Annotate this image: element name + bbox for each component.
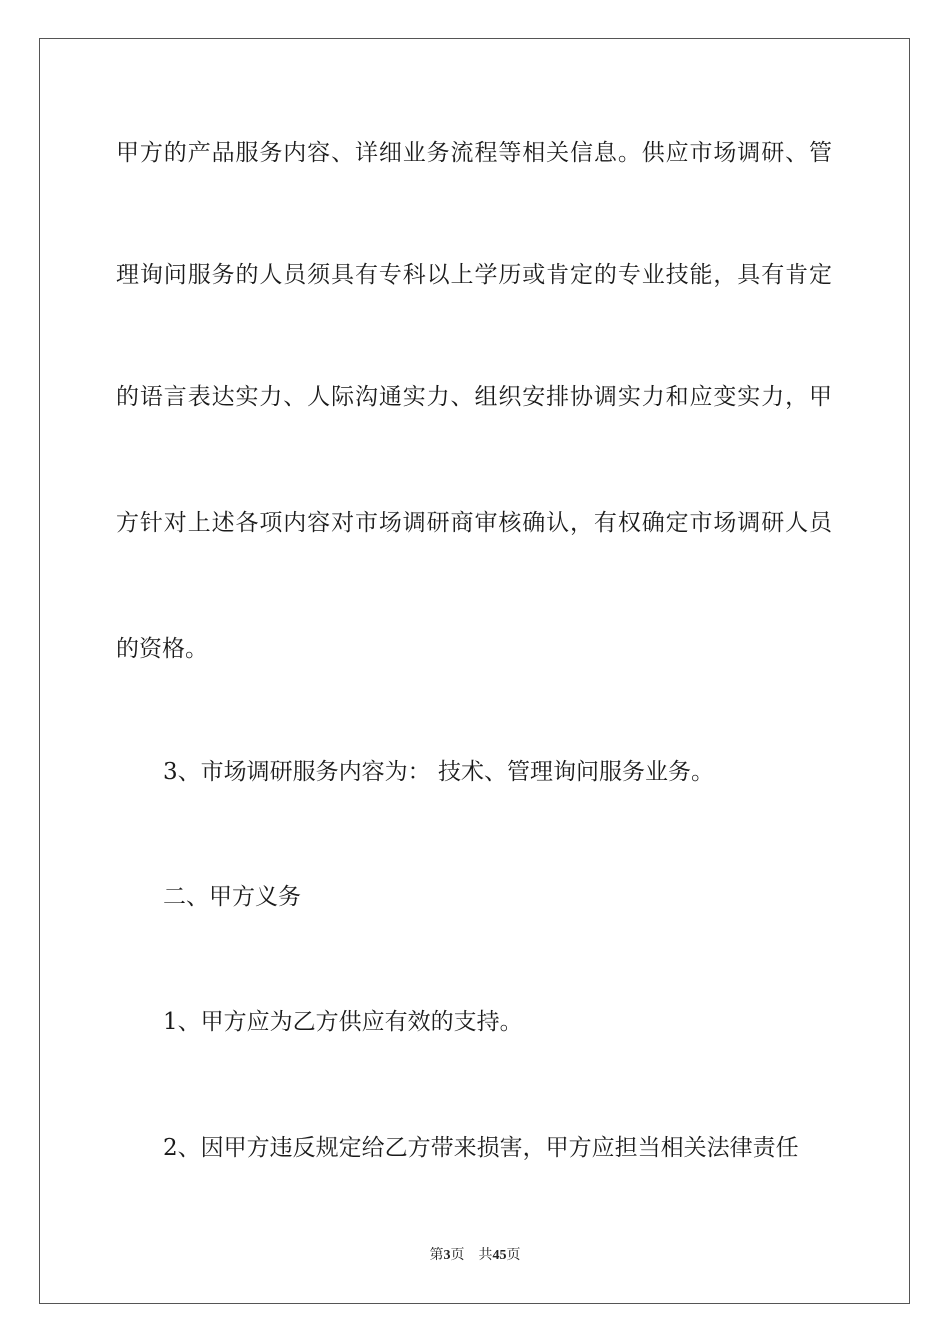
paragraph-line-5: 的资格。	[116, 636, 208, 662]
footer-total-pages: 45	[492, 1248, 507, 1263]
paragraph-line-4: 方针对上述各项内容对市场调研商审核确认，有权确定市场调研人员	[116, 510, 832, 536]
paragraph-line-3: 的语言表达实力、人际沟通实力、组织安排协调实力和应变实力，甲	[116, 384, 832, 410]
footer-page-suffix: 页	[450, 1248, 465, 1263]
footer-page-number: 3	[443, 1248, 451, 1263]
list-item-3: 3、市场调研服务内容为： 技术、管理询问服务业务。	[163, 759, 714, 785]
footer-total-suffix: 页	[506, 1248, 521, 1263]
list-item-1: 1、甲方应为乙方供应有效的支持。	[163, 1009, 523, 1035]
paragraph-line-1: 甲方的产品服务内容、详细业务流程等相关信息。供应市场调研、管	[116, 140, 832, 166]
page-footer	[0, 1247, 950, 1265]
paragraph-line-2: 理询问服务的人员须具有专科以上学历或肯定的专业技能，具有肯定	[116, 262, 832, 288]
section-heading: 二、甲方义务	[163, 884, 301, 910]
page-border	[39, 38, 910, 1304]
list-item-2: 2、因甲方违反规定给乙方带来损害，甲方应担当相关法律责任	[163, 1135, 799, 1161]
footer-total-prefix: 共	[478, 1248, 493, 1263]
footer-page-prefix: 第	[429, 1248, 444, 1263]
